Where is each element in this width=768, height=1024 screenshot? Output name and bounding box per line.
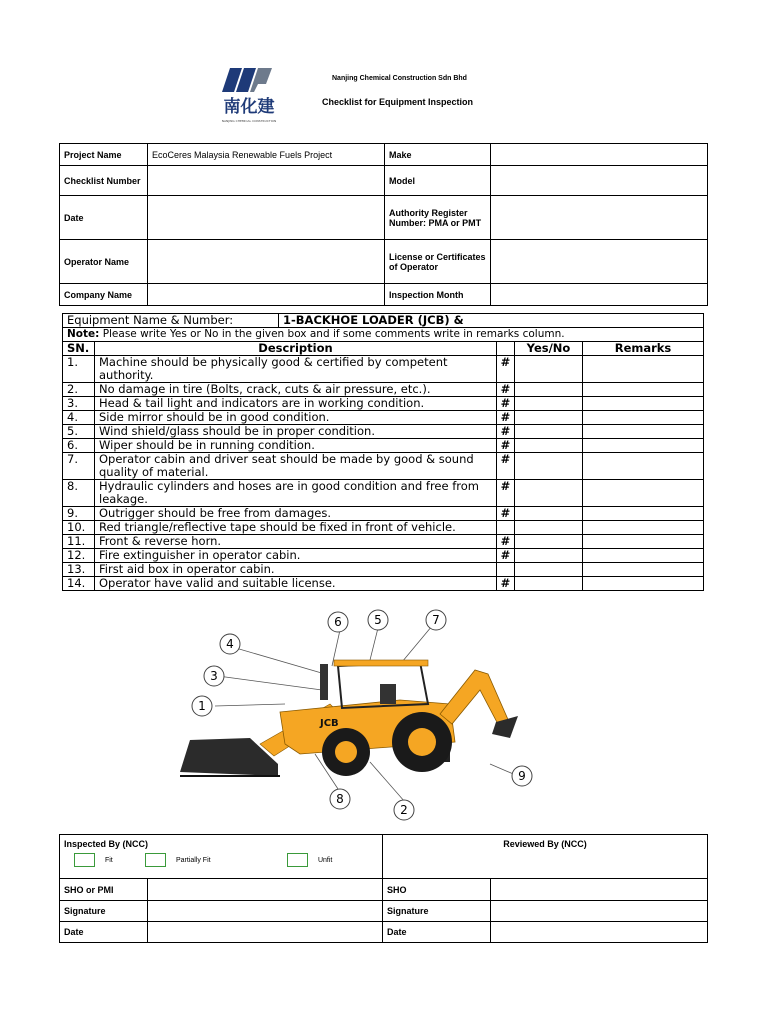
logo-subtext: NANJING CHEMICAL CONSTRUCTION	[221, 119, 277, 123]
item-yes-no-field[interactable]	[515, 521, 583, 535]
date-label: Date	[60, 196, 148, 240]
item-sn: 6.	[63, 439, 95, 453]
license-label: License or Certificates of Operator	[385, 240, 491, 284]
item-sn: 4.	[63, 411, 95, 425]
item-sn: 14.	[63, 577, 95, 591]
note-row	[63, 328, 704, 342]
item-description: Fire extinguisher in operator cabin.	[95, 549, 497, 563]
checklist-row	[63, 549, 704, 563]
inspection-month-label: Inspection Month	[385, 284, 491, 306]
company-logo	[214, 62, 284, 128]
callout-marker	[330, 789, 350, 809]
item-yes-no-field[interactable]	[515, 480, 583, 507]
document-title: Checklist for Equipment Inspection	[322, 97, 474, 107]
item-yes-no-field[interactable]	[515, 383, 583, 397]
item-mark	[497, 563, 515, 577]
item-remarks-field[interactable]	[583, 411, 704, 425]
callout-number: 6	[334, 615, 342, 629]
info-row	[60, 144, 708, 166]
checklist-row	[63, 480, 704, 507]
checklist-row	[63, 577, 704, 591]
mark-header	[497, 342, 515, 356]
company-name-label: Company Name	[60, 284, 148, 306]
item-description: Front & reverse horn.	[95, 535, 497, 549]
yes-no-header: Yes/No	[515, 342, 583, 356]
item-remarks-field[interactable]	[583, 577, 704, 591]
sho-field[interactable]	[491, 879, 708, 901]
item-description: Head & tail light and indicators are in working condition.	[95, 397, 497, 411]
unfit-option	[287, 853, 332, 867]
item-mark: #	[497, 411, 515, 425]
callout-number: 7	[432, 613, 440, 627]
company-name-field[interactable]	[148, 284, 385, 306]
project-name-label: Project Name	[60, 144, 148, 166]
item-description: Operator have valid and suitable license.	[95, 577, 497, 591]
item-yes-no-field[interactable]	[515, 356, 583, 383]
item-yes-no-field[interactable]	[515, 425, 583, 439]
item-description: Hydraulic cylinders and hoses are in good condition and free from leakage.	[95, 480, 497, 507]
date-field[interactable]	[148, 196, 385, 240]
item-mark: #	[497, 453, 515, 480]
make-field[interactable]	[491, 144, 708, 166]
date-field-left[interactable]	[148, 922, 383, 943]
item-yes-no-field[interactable]	[515, 535, 583, 549]
backhoe-arm-icon	[440, 670, 510, 728]
partially-fit-label: Partially Fit	[175, 856, 211, 864]
note-label: Note:	[67, 328, 100, 340]
checklist-row	[63, 425, 704, 439]
sho-or-pmi-field[interactable]	[148, 879, 383, 901]
inspected-by-label: Inspected By (NCC)	[64, 839, 149, 849]
note-text: Please write Yes or No in the given box and if some comments write in remarks column.	[102, 328, 565, 340]
date-field-right[interactable]	[491, 922, 708, 943]
item-yes-no-field[interactable]	[515, 453, 583, 480]
item-description: Red triangle/reflective tape should be fixed in front of vehicle.	[95, 521, 497, 535]
item-yes-no-field[interactable]	[515, 439, 583, 453]
item-sn: 7.	[63, 453, 95, 480]
date-label-left: Date	[60, 922, 148, 943]
checklist-row	[63, 397, 704, 411]
item-mark: #	[497, 425, 515, 439]
item-mark: #	[497, 439, 515, 453]
callout-marker	[328, 612, 348, 632]
fit-checkbox[interactable]	[74, 853, 95, 867]
checklist-row	[63, 356, 704, 383]
item-sn: 10.	[63, 521, 95, 535]
item-description: First aid box in operator cabin.	[95, 563, 497, 577]
sn-header: SN.	[63, 342, 95, 356]
rear-wheel-icon	[392, 712, 452, 772]
item-description: No damage in tire (Bolts, crack, cuts & air pressure, etc.).	[95, 383, 497, 397]
signature-field-right[interactable]	[491, 901, 708, 922]
brand-label: JCB	[320, 718, 339, 729]
callout-number: 4	[226, 637, 234, 651]
checklist-body	[63, 356, 704, 591]
signoff-table	[59, 834, 708, 943]
item-remarks-field[interactable]	[583, 480, 704, 507]
callout-marker	[192, 696, 212, 716]
item-sn: 2.	[63, 383, 95, 397]
info-row	[60, 240, 708, 284]
item-description: Wind shield/glass should be in proper condition.	[95, 425, 497, 439]
project-name-value[interactable]: EcoCeres Malaysia Renewable Fuels Project	[148, 144, 385, 166]
inspection-month-field[interactable]	[491, 284, 708, 306]
license-field[interactable]	[491, 240, 708, 284]
description-header: Description	[95, 342, 497, 356]
signature-label-left: Signature	[60, 901, 148, 922]
callout-marker	[426, 610, 446, 630]
item-remarks-field[interactable]	[583, 383, 704, 397]
sho-row	[60, 879, 708, 901]
model-field[interactable]	[491, 166, 708, 196]
exhaust-pipe-icon	[320, 664, 328, 700]
item-remarks-field[interactable]	[583, 425, 704, 439]
item-mark: #	[497, 356, 515, 383]
item-remarks-field[interactable]	[583, 439, 704, 453]
fit-label: Fit	[104, 856, 113, 864]
item-sn: 12.	[63, 549, 95, 563]
item-remarks-field[interactable]	[583, 507, 704, 521]
sho-or-pmi-label: SHO or PMI	[60, 879, 148, 901]
callout-number: 5	[374, 613, 382, 627]
checklist-row	[63, 439, 704, 453]
signature-row	[60, 901, 708, 922]
item-mark: #	[497, 480, 515, 507]
fit-option	[74, 853, 113, 867]
authority-register-field[interactable]	[491, 196, 708, 240]
checklist-number-field[interactable]	[148, 166, 385, 196]
remarks-header: Remarks	[583, 342, 704, 356]
info-row	[60, 284, 708, 306]
unfit-checkbox[interactable]	[287, 853, 308, 867]
callout-marker	[204, 666, 224, 686]
info-table	[59, 143, 708, 306]
item-sn: 11.	[63, 535, 95, 549]
company-name: Nanjing Chemical Construction Sdn Bhd	[332, 75, 467, 82]
info-row	[60, 196, 708, 240]
item-mark: #	[497, 535, 515, 549]
signature-label-right: Signature	[383, 901, 491, 922]
date-label-right: Date	[383, 922, 491, 943]
callout-number: 3	[210, 669, 218, 683]
date-row	[60, 922, 708, 943]
item-description: Outrigger should be free from damages.	[95, 507, 497, 521]
checklist-row	[63, 453, 704, 480]
item-description: Operator cabin and driver seat should be made by good & sound quality of material.	[95, 453, 497, 480]
item-mark: #	[497, 507, 515, 521]
reviewed-by-label: Reviewed By (NCC)	[383, 835, 708, 879]
item-mark	[497, 521, 515, 535]
item-yes-no-field[interactable]	[515, 549, 583, 563]
operator-name-field[interactable]	[148, 240, 385, 284]
checklist-row	[63, 507, 704, 521]
item-sn: 13.	[63, 563, 95, 577]
partially-fit-option	[145, 853, 211, 867]
backhoe-loader-illustration	[170, 604, 550, 826]
item-mark: #	[497, 383, 515, 397]
item-sn: 1.	[63, 356, 95, 383]
item-remarks-field[interactable]	[583, 356, 704, 383]
item-remarks-field[interactable]	[583, 535, 704, 549]
sho-label: SHO	[383, 879, 491, 901]
item-sn: 5.	[63, 425, 95, 439]
signature-field-left[interactable]	[148, 901, 383, 922]
partially-fit-checkbox[interactable]	[145, 853, 166, 867]
item-description: Wiper should be in running condition.	[95, 439, 497, 453]
callout-marker	[220, 634, 240, 654]
item-remarks-field[interactable]	[583, 549, 704, 563]
item-yes-no-field[interactable]	[515, 577, 583, 591]
checklist-row	[63, 383, 704, 397]
item-mark: #	[497, 577, 515, 591]
item-remarks-field[interactable]	[583, 563, 704, 577]
equipment-value[interactable]: 1-BACKHOE LOADER (JCB) &	[279, 314, 704, 328]
front-wheel-icon	[322, 728, 370, 776]
callout-number: 1	[198, 699, 206, 713]
item-yes-no-field[interactable]	[515, 411, 583, 425]
callout-number: 9	[518, 769, 526, 783]
authority-register-label: Authority Register Number: PMA or PMT	[385, 196, 491, 240]
checklist-row	[63, 563, 704, 577]
item-yes-no-field[interactable]	[515, 563, 583, 577]
equipment-label: Equipment Name & Number:	[63, 314, 279, 328]
callout-marker	[394, 800, 414, 820]
checklist-row	[63, 521, 704, 535]
callout-marker	[368, 610, 388, 630]
callout-number: 8	[336, 792, 344, 806]
info-row	[60, 166, 708, 196]
item-remarks-field[interactable]	[583, 521, 704, 535]
item-remarks-field[interactable]	[583, 453, 704, 480]
unfit-label: Unfit	[317, 856, 333, 864]
driver-seat-icon	[380, 684, 396, 704]
item-sn: 8.	[63, 480, 95, 507]
item-yes-no-field[interactable]	[515, 507, 583, 521]
logo-text: 南化建	[223, 97, 275, 117]
operator-name-label: Operator Name	[60, 240, 148, 284]
model-label: Model	[385, 166, 491, 196]
checklist-row	[63, 411, 704, 425]
item-remarks-field[interactable]	[583, 397, 704, 411]
item-description: Machine should be physically good & certified by competent authority.	[95, 356, 497, 383]
callout-marker	[512, 766, 532, 786]
callout-number: 2	[400, 803, 408, 817]
checklist-header-row	[63, 342, 704, 356]
make-label: Make	[385, 144, 491, 166]
item-sn: 9.	[63, 507, 95, 521]
item-description: Side mirror should be in good condition.	[95, 411, 497, 425]
checklist-row	[63, 535, 704, 549]
item-sn: 3.	[63, 397, 95, 411]
equipment-row	[63, 314, 704, 328]
item-mark: #	[497, 397, 515, 411]
checklist-table	[62, 313, 704, 591]
checklist-number-label: Checklist Number	[60, 166, 148, 196]
item-yes-no-field[interactable]	[515, 397, 583, 411]
item-mark: #	[497, 549, 515, 563]
